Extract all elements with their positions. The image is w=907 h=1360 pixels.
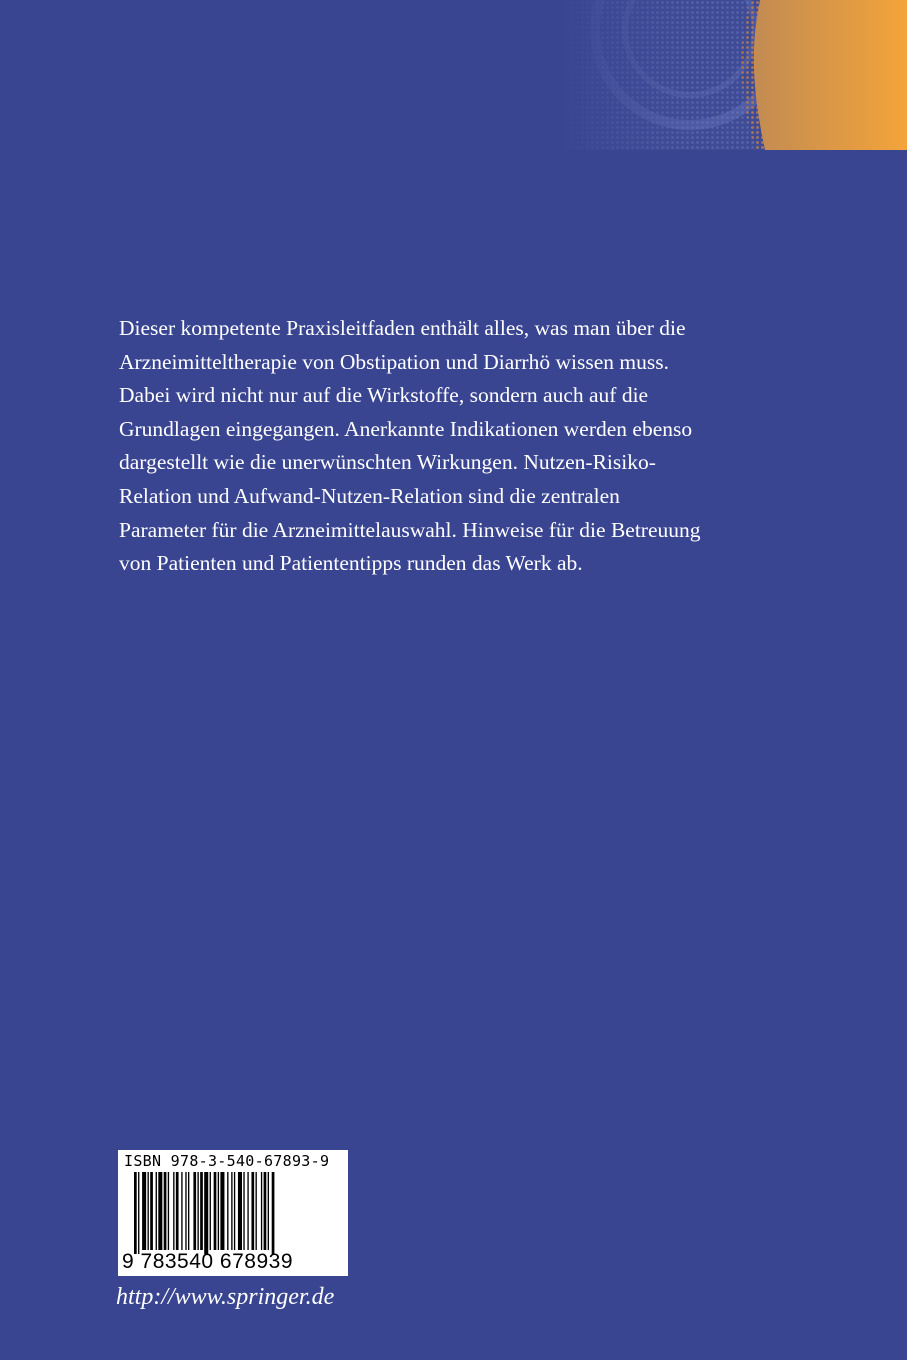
barcode-bar [256,1172,257,1250]
barcode-bar [204,1172,208,1254]
corner-decoration [560,0,907,150]
barcode-bar [193,1172,196,1250]
barcode-bar [185,1172,186,1250]
description-line: Relation und Aufwand-Nutzen-Relation sind die zentralen [119,483,620,508]
barcode-bar [176,1172,179,1250]
barcode-bar [243,1172,244,1250]
barcode-bar [156,1172,157,1250]
barcode-bar [158,1172,162,1250]
corner-pattern-graphic [560,0,907,150]
barcode-bar [231,1172,232,1250]
description-line: von Patienten und Patiententipps runden das Werk ab. [119,551,583,576]
isbn-barcode [118,1150,348,1276]
barcode-bar [148,1172,149,1250]
description-line: Dabei wird nicht nur auf die Wirkstoffe, sondern auch auf die [119,383,649,408]
barcode-bar [173,1172,174,1250]
barcode-bar [181,1172,182,1250]
barcode-bar [188,1172,189,1250]
barcode-bar [264,1172,267,1250]
description-line: dargestellt wie die unerwünschten Wirkungen. Nutzen-Risiko- [119,450,656,475]
barcode-bars [134,1172,334,1254]
barcode-bar [134,1172,137,1254]
description-text [119,312,759,581]
barcode-bar [142,1172,146,1250]
barcode-bar [247,1172,248,1250]
barcode-bar [251,1172,254,1250]
barcode-bar [272,1172,275,1254]
barcode-bar [164,1172,167,1250]
barcode-bar [168,1172,169,1250]
barcode-bar [261,1172,262,1250]
barcode-bar [238,1172,242,1250]
barcode-bar [234,1172,235,1250]
barcode-bar [200,1172,203,1250]
barcode-bar [210,1172,211,1250]
barcode-bar [227,1172,228,1250]
description-line: Parameter für die Arzneimittelauswahl. Hinweise für die Betreuung [119,517,701,542]
publisher-url: http://www.springer.de [116,1284,335,1310]
barcode-bar [268,1172,269,1250]
isbn-label: ISBN 978-3-540-67893-9 [124,1152,330,1170]
barcode-bar [197,1172,198,1250]
description-line: Arzneimitteltherapie von Obstipation und Diarrhö wissen muss. [119,349,669,374]
description-line: Grundlagen eingegangen. Anerkannte Indikationen werden ebenso [119,416,693,441]
barcode-bar [150,1172,153,1250]
barcode-bar [218,1172,219,1250]
description-line: Dieser kompetente Praxisleitfaden enthält alles, was man über die [119,316,686,340]
barcode-bar [214,1172,217,1250]
ean-digits: 9 783540 678939 [122,1250,293,1273]
barcode-bar [138,1172,139,1254]
barcode-bar [220,1172,224,1250]
